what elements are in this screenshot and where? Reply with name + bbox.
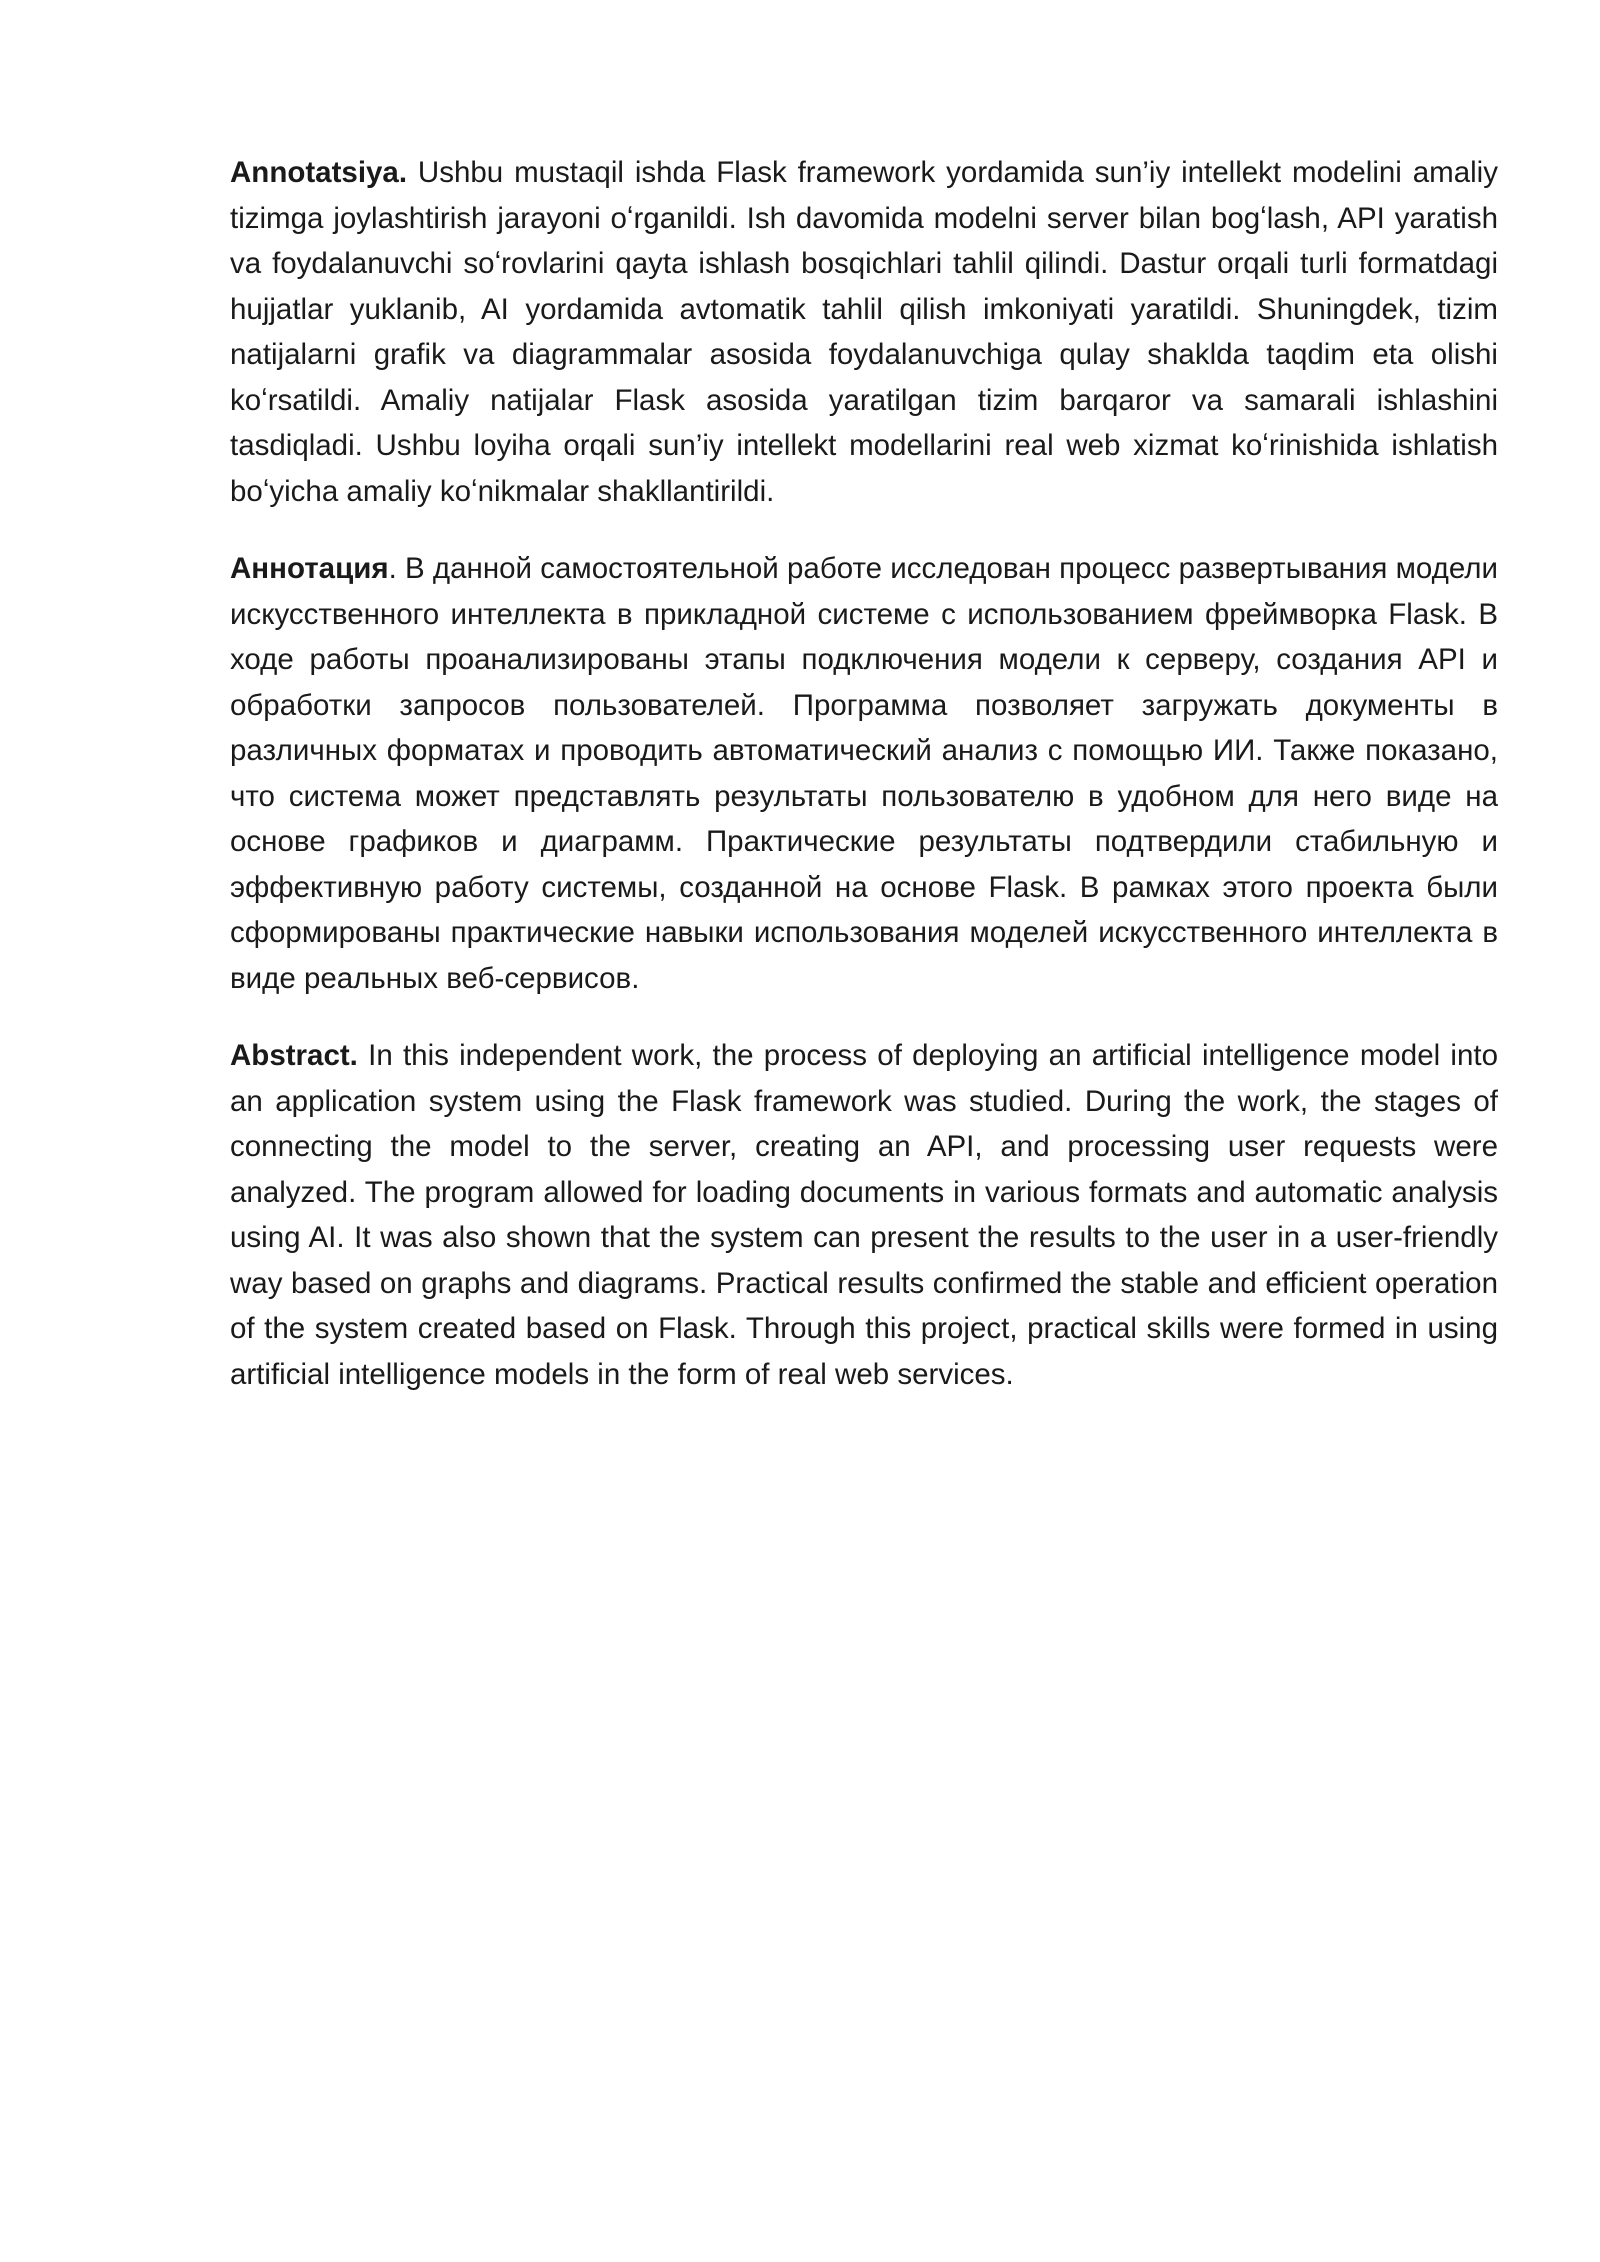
abstract-english-heading: Abstract.	[230, 1039, 358, 1072]
abstracts-section	[230, 150, 1498, 1429]
abstract-russian-body: . В данной самостоятельной работе исследован процесс развертывания модели искусственного интеллекта в прикладной системе с использованием фреймворка Flask. В ходе работы проанализированы этапы подключения модели к серверу, создания API и обработки запросов пользователей. Программа позволяет загружать документы в различных форматах и проводить автоматический анализ с помощью ИИ. Также показано, что система может представлять результаты пользователю в удобном для него виде на основе графиков и диаграмм. Практические результаты подтвердили стабильную и эффективную работу системы, созданной на основе Flask. В рамках этого проекта были сформированы практические навыки использования моделей искусственного интеллекта в виде реальных веб-сервисов.	[230, 552, 1498, 995]
abstract-english	[230, 1033, 1498, 1397]
abstract-russian	[230, 546, 1498, 1001]
abstract-russian-heading: Аннотация	[230, 552, 389, 585]
abstract-uzbek	[230, 150, 1498, 514]
abstract-uzbek-body: Ushbu mustaqil ishda Flask framework yordamida sun’iy intellekt modelini amaliy tizimga joylashtirish jarayoni oʻrganildi. Ish davomida modelni server bilan bogʻlash, API yaratish va foydalanuvchi soʻrovlarini qayta ishlash bosqichlari tahlil qilindi. Dastur orqali turli formatdagi hujjatlar yuklanib, AI yordamida avtomatik tahlil qilish imkoniyati yaratildi. Shuningdek, tizim natijalarni grafik va diagrammalar asosida foydalanuvchiga qulay shaklda taqdim eta olishi koʻrsatildi. Amaliy natijalar Flask asosida yaratilgan tizim barqaror va samarali ishlashini tasdiqladi. Ushbu loyiha orqali sun’iy intellekt modellarini real web xizmat koʻrinishida ishlatish boʻyicha amaliy koʻnikmalar shakllantirildi.	[230, 156, 1498, 508]
abstract-uzbek-heading: Annotatsiya.	[230, 156, 408, 189]
abstract-english-body: In this independent work, the process of deploying an artificial intelligence model into an application system using the Flask framework was studied. During the work, the stages of connecting the model to the server, creating an API, and processing user requests were analyzed. The program allowed for loading documents in various formats and automatic analysis using AI. It was also shown that the system can present the results to the user in a user-friendly way based on graphs and diagrams. Practical results confirmed the stable and efficient operation of the system created based on Flask. Through this project, practical skills were formed in using artificial intelligence models in the form of real web services.	[230, 1039, 1498, 1391]
